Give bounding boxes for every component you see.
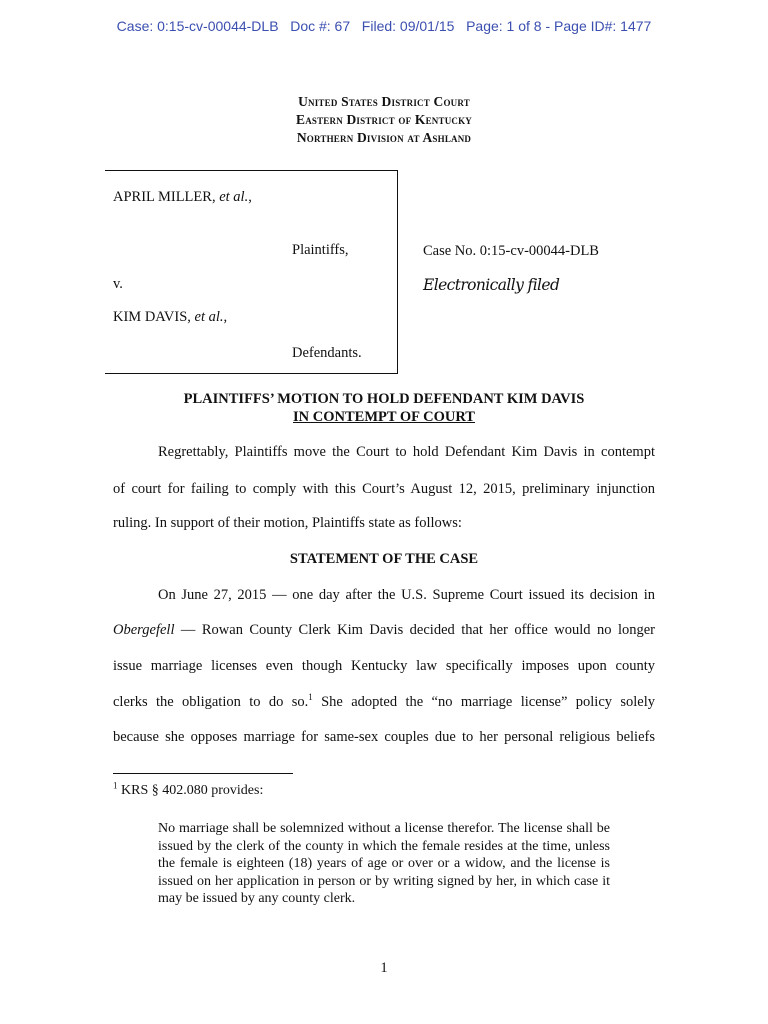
- electronically-filed: Electronically filed: [423, 276, 560, 294]
- statement-line-4-b: She adopted the “no marriage license” policy solely: [312, 694, 655, 710]
- intro-line-2: of court for failing to comply with this Court’s August 12, 2015, preliminary injunction: [113, 481, 655, 497]
- intro-line-3: ruling. In support of their motion, Plaintiffs state as follows:: [113, 515, 462, 531]
- footnote-intro: KRS § 402.080 provides:: [117, 783, 264, 798]
- defendant-comma: ,: [223, 309, 228, 325]
- intro-line-1: Regrettably, Plaintiffs move the Court to hold Defendant Kim Davis in contempt: [158, 444, 655, 460]
- footnote-ref-1[interactable]: 1: [308, 692, 313, 703]
- defendant-party: [113, 309, 227, 326]
- case-number: Case No. 0:15-cv-00044-DLB: [423, 243, 599, 259]
- plaintiff-name: APRIL MILLER,: [113, 189, 216, 205]
- section-heading: STATEMENT OF THE CASE: [289, 551, 479, 567]
- plaintiff-party: [113, 189, 252, 206]
- court-name: United States District Court: [298, 94, 470, 109]
- versus-label: v.: [113, 276, 123, 292]
- motion-title-line2: IN CONTEMPT OF COURT: [293, 409, 475, 425]
- statement-line-1: On June 27, 2015 — one day after the U.S. Supreme Court issued its decision in: [158, 587, 655, 603]
- statement-line-2-rest: — Rowan County Clerk Kim Davis decided that her office would no longer: [174, 622, 655, 638]
- court-division: Northern Division at Ashland: [296, 130, 472, 145]
- statement-line-4-a: clerks the obligation to do so.: [113, 694, 309, 710]
- footnote-1: [113, 780, 264, 799]
- footnote-blockquote: No marriage shall be solemnized without a license therefor. The license shall be issued by the clerk of the county in which the female resides at the time, unless the female is eighteen (18) years of age or over or a widow, and the license is issued on her application in person or by writing signed by her, in which case it may be issued by any county clerk.: [158, 821, 610, 907]
- court-district: Eastern District of Kentucky: [295, 112, 472, 127]
- footnote-marker: 1: [113, 780, 118, 791]
- motion-title-line2-wrap: [0, 409, 768, 426]
- defendant-etal: et al.: [194, 309, 224, 325]
- case-header-stamp: Case: 0:15-cv-00044-DLB Doc #: 67 Filed: 09/01/15 Page: 1 of 8 - Page ID#: 1477: [116, 18, 652, 34]
- statement-line-4: [113, 694, 655, 711]
- page-number: 1: [380, 960, 388, 976]
- statement-line-5: because she opposes marriage for same-sex couples due to her personal religious beliefs: [113, 729, 655, 745]
- plaintiff-etal: et al.: [219, 189, 249, 205]
- plaintiff-comma: ,: [248, 189, 252, 205]
- motion-title-line1: PLAINTIFFS’ MOTION TO HOLD DEFENDANT KIM DAVIS: [183, 391, 585, 407]
- defendant-name: KIM DAVIS,: [113, 309, 191, 325]
- statement-line-2: [113, 622, 655, 639]
- plaintiffs-label: Plaintiffs,: [292, 242, 349, 258]
- defendants-label: Defendants.: [292, 345, 362, 361]
- footnote-rule: [113, 773, 293, 774]
- obergefell-case-name: Obergefell: [113, 622, 175, 638]
- statement-line-3: issue marriage licenses even though Kentucky law specifically imposes upon county: [113, 658, 655, 674]
